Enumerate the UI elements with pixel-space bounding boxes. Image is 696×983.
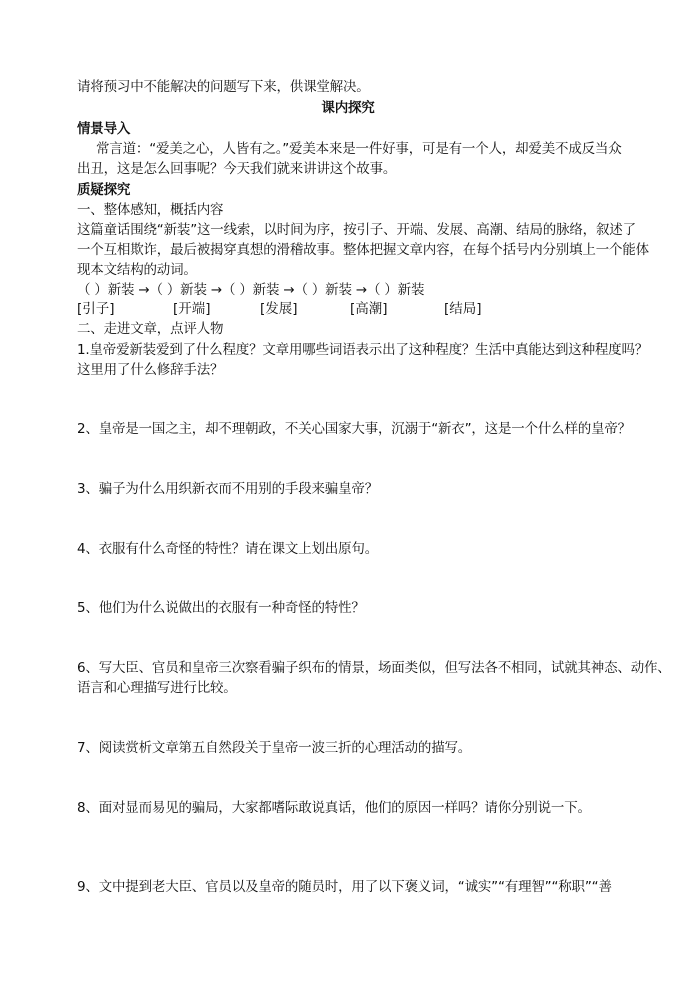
question-5: 5、他们为什么说做出的衣服有一种奇怪的特性？ bbox=[77, 600, 365, 616]
exploration-heading: 质疑探究 bbox=[77, 182, 131, 198]
question-2: 2、皇帝是一国之主，却不理朝政，不关心国家大事，沉溺于“新衣”，这是一个什么样的皇帝？ bbox=[77, 421, 631, 437]
question-6-line-2: 语言和心理描写进行比较。 bbox=[77, 680, 237, 696]
question-4: 4、衣服有什么奇怪的特性？请在课文上划出原句。 bbox=[77, 541, 378, 557]
intro-line: 请将预习中不能解决的问题写下来，供课堂解决。 bbox=[77, 79, 370, 95]
section-title: 课内探究 bbox=[321, 100, 375, 116]
label-beginning: [开端] bbox=[173, 301, 211, 317]
part1-paragraph-line-1: 这篇童话围绕“新装”这一线索，以时间为序，按引子、开端、发展、高潮、结局的脉络，叙述了 bbox=[77, 222, 636, 238]
situation-paragraph-line-1: 常言道：“爱美之心，人皆有之。”爱美本来是一件好事，可是有一个人，却爱美不成反当众 bbox=[96, 141, 622, 157]
part1-title: 一、整体感知，概括内容 bbox=[77, 202, 224, 218]
question-6-line-1: 6、写大臣、官员和皇帝三次察看骗子织布的情景，场面类似，但写法各不相同，试就其神态、动作、 bbox=[77, 660, 671, 676]
question-3: 3、骗子为什么用织新衣而不用别的手段来骗皇帝？ bbox=[77, 481, 378, 497]
question-8: 8、面对显而易见的骗局，大家都嗜际敢说真话，他们的原因一样吗？请你分别说一下。 bbox=[77, 800, 591, 816]
label-intro: [引子] bbox=[77, 301, 115, 317]
question-1-line-1: 1.皇帝爱新装爱到了什么程度？文章用哪些词语表示出了这种程度？生活中真能达到这种程度吗？ bbox=[77, 342, 649, 358]
label-climax: [高潮] bbox=[350, 301, 388, 317]
question-7: 7、阅读赏析文章第五自然段关于皇帝一波三折的心理活动的描写。 bbox=[77, 740, 472, 756]
situation-paragraph-line-2: 出丑，这是怎么回事呢？今天我们就来讲讲这个故事。 bbox=[77, 161, 397, 177]
part2-title: 二、走进文章，点评人物 bbox=[77, 321, 224, 337]
part1-paragraph-line-2: 一个互相欺诈，最后被揭穿真想的滑稽故事。整体把握文章内容，在每个括号内分别填上一个能体 bbox=[77, 242, 649, 258]
question-9: 9、文中提到老大臣、官员以及皇帝的随员时，用了以下褒义词，“诚实”“有理智”“称职”“善 bbox=[77, 879, 612, 895]
question-1-line-2: 这里用了什么修辞手法？ bbox=[77, 362, 224, 378]
part1-paragraph-line-3: 现本文结构的动词。 bbox=[77, 262, 197, 278]
structure-blanks-line: （ ）新装 →（ ）新装 →（ ）新装 →（ ）新装 →（ ）新装 bbox=[77, 282, 425, 298]
situation-heading: 情景导入 bbox=[77, 121, 131, 137]
label-ending: [结局] bbox=[444, 301, 482, 317]
label-development: [发展] bbox=[260, 301, 298, 317]
